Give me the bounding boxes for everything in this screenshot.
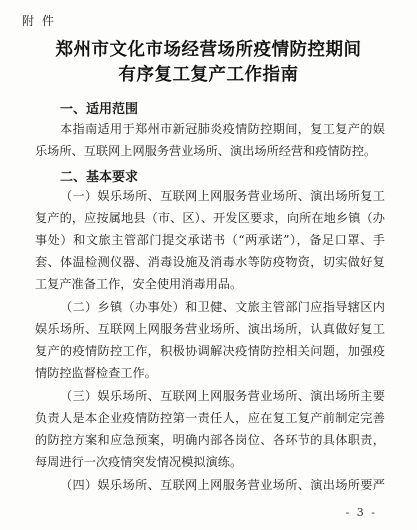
paragraph-line: 娱乐场所、互联网上网服务营业场所、演出场所，认真做好复工 <box>35 322 385 336</box>
paragraph-line: 事处）和文旅主管部门提交承诺书（“两承诺”），备足口罩、手 <box>35 233 385 247</box>
section-heading-requirements: 二、基本要求 <box>60 170 139 185</box>
document-title-line-1: 郑州市文化市场经营场所疫情防控期间 <box>55 40 362 60</box>
paragraph-line: 的防控方案和应急预案，明确内部各岗位、各环节的具体职责， <box>35 433 385 447</box>
paragraph-line: （二）乡镇（办事处）和卫健、文旅主管部门应指导辖区内 <box>60 300 385 314</box>
paragraph-line: 情防控监督检查工作。 <box>35 366 157 380</box>
paragraph-line: 每周进行一次疫情突发情况模拟演练。 <box>35 455 243 469</box>
paragraph-line: 复产的疫情防控工作，积极协调解决疫情防控相关问题，加强疫 <box>35 344 385 358</box>
page-number: - 3 - <box>345 506 377 519</box>
document-title-line-2: 有序复工复产工作指南 <box>118 65 299 85</box>
paragraph-line: 工复产准备工作，安全使用消毒用品。 <box>35 277 243 291</box>
paragraph-line: （一）娱乐场所、互联网上网服务营业场所、演出场所复工 <box>60 189 385 203</box>
paragraph-line: 负责人是本企业疫情防控第一责任人，应在复工复产前制定完善 <box>35 411 385 425</box>
paragraph-line: （四）娱乐场所、互联网上网服务营业场所、演出场所要严 <box>60 478 385 492</box>
paragraph-line: 复产的，应按属地县（市、区）、开发区要求，向所在地乡镇（办 <box>35 211 385 225</box>
paragraph-line: （三）娱乐场所、互联网上网服务营业场所、演出场所主要 <box>60 389 385 403</box>
section-heading-scope: 一、适用范围 <box>60 102 139 117</box>
paragraph-line: 乐场所、互联网上网服务营业场所、演出场所经营和疫情防控。 <box>35 144 377 158</box>
paragraph-line: 本指南适用于郑州市新冠肺炎疫情防控期间，复工复产的娱 <box>60 122 385 136</box>
paragraph-line: 套、体温检测仪器、消毒设施及消毒水等防疫物资，切实做好复 <box>35 255 385 269</box>
attachment-label: 附件 <box>22 14 63 28</box>
